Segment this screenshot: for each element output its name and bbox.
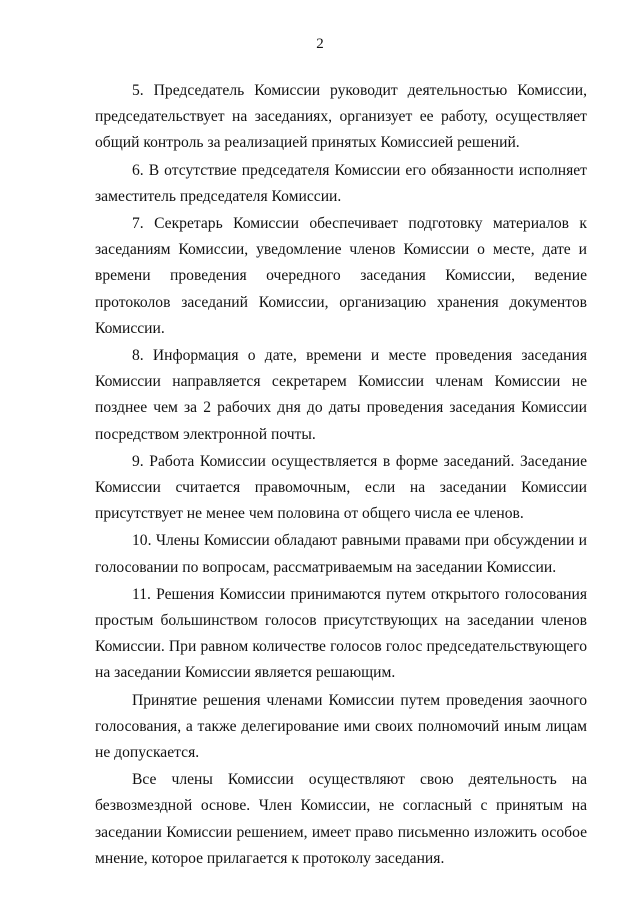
- paragraph-8: 8. Информация о дате, времени и месте проведения заседания Комиссии направляется секретарем Комиссии членам Комиссии не позднее чем за 2 рабочих дня до даты проведения заседания Комиссии посредством электронной почты.: [95, 347, 587, 443]
- paragraph-5: 5. Председатель Комиссии руководит деятельностью Комиссии, председательствует на заседаниях, организует ее работу, осуществляет общий контроль за реализацией принятых Комиссией решений.: [95, 82, 587, 152]
- paragraph-absentee-voting: Принятие решения членами Комиссии путем проведения заочного голосования, а также делегирование ими своих полномочий иным лицам не допускается.: [95, 691, 587, 762]
- paragraph-9: 9. Работа Комиссии осуществляется в форме заседаний. Заседание Комиссии считается правомочным, если на заседании Комиссии присутствует не менее чем половина от общего числа ее членов.: [95, 452, 587, 523]
- paragraph-unpaid-basis: Все члены Комиссии осуществляют свою деятельность на безвозмездной основе. Член Комиссии, не согласный с принятым на заседании Комиссии решением, имеет право письменно изложить особое мнение, которое прилагается к протоколу заседания.: [95, 771, 587, 867]
- document-body: [95, 78, 587, 873]
- paragraph-10: 10. Члены Комиссии обладают равными правами при обсуждении и голосовании по вопросам, рассматриваемым на заседании Комиссии.: [95, 532, 587, 576]
- paragraph-11: 11. Решения Комиссии принимаются путем открытого голосования простым большинством голосов присутствующих на заседании членов Комиссии. При равном количестве голосов голос председательствующего на заседании Комиссии является решающим.: [95, 585, 587, 682]
- paragraph-6: 6. В отсутствие председателя Комиссии его обязанности исполняет заместитель председателя Комиссии.: [95, 161, 587, 205]
- page-number: 2: [316, 36, 324, 52]
- paragraph-7: 7. Секретарь Комиссии обеспечивает подготовку материалов к заседаниям Комиссии, уведомление членов Комиссии о месте, дате и времени проведения очередного заседания Комиссии, ведение протоколов заседаний Комиссии, организацию хранения документов Комиссии.: [95, 215, 587, 337]
